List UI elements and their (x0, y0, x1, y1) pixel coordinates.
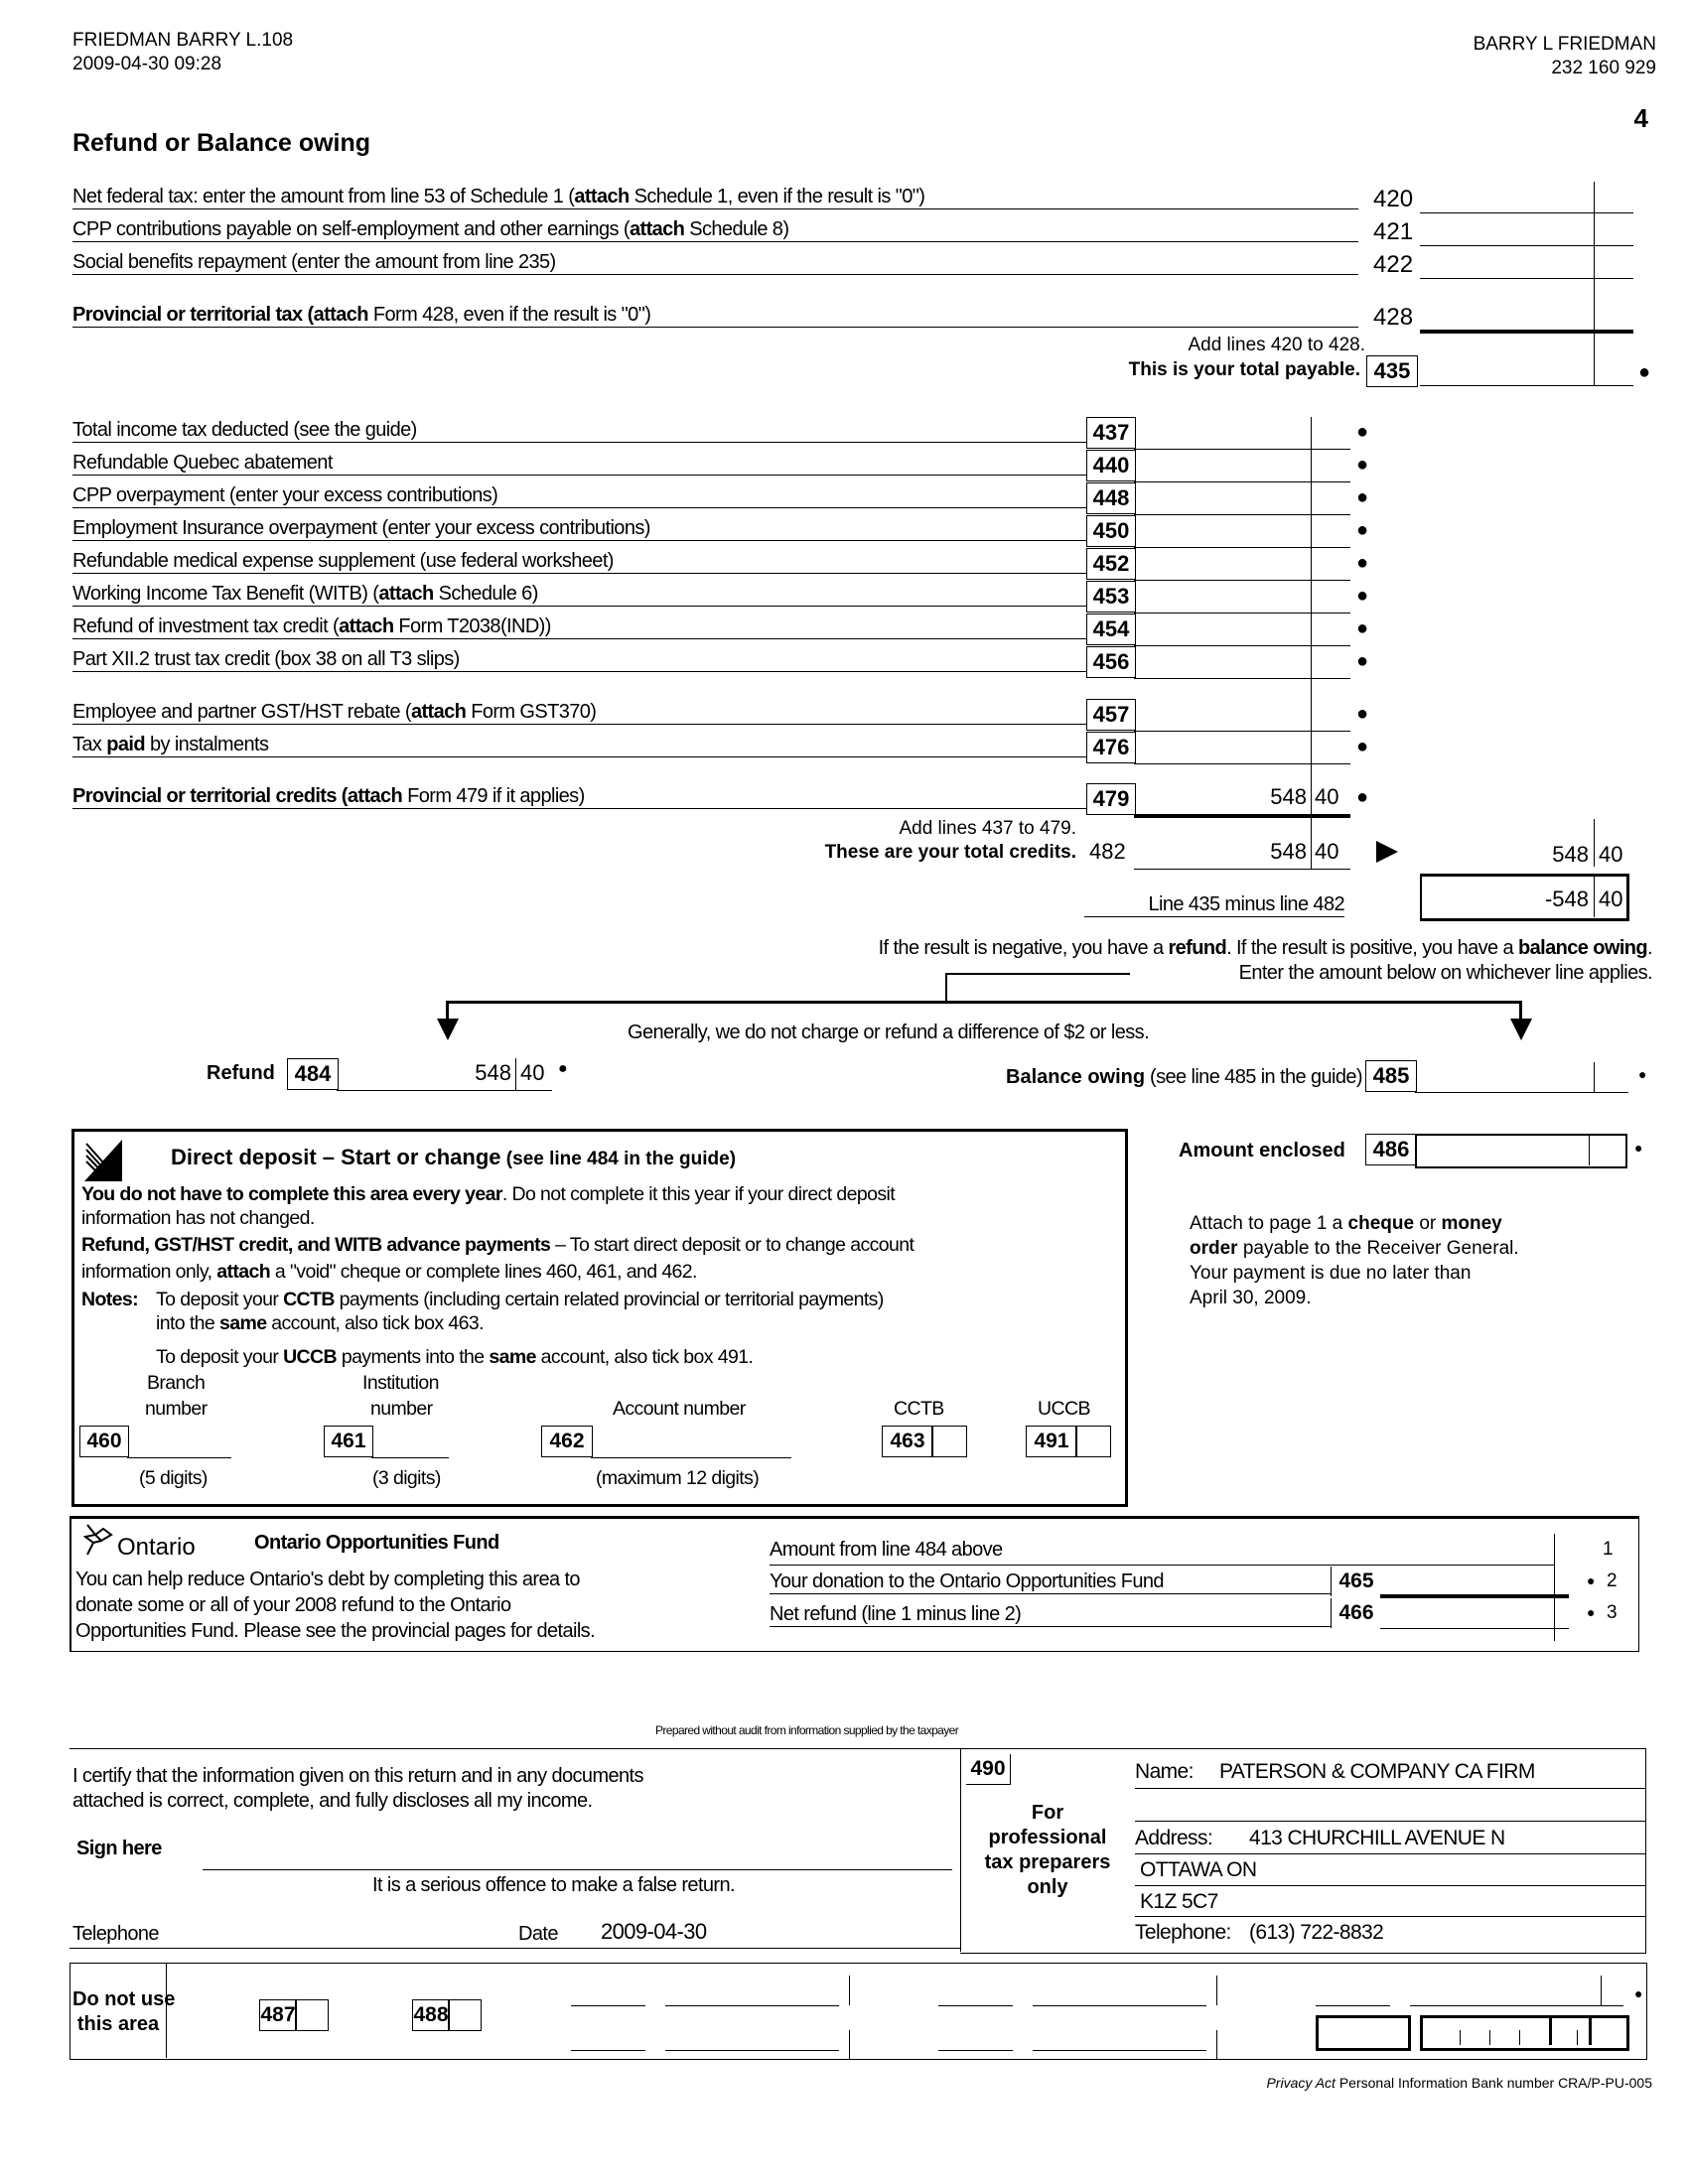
direct-deposit-p1: You do not have to complete this area every year. Do not complete it this year if your direct deposit (81, 1183, 896, 1205)
payment-note-line4: April 30, 2009. (1190, 1288, 1312, 1308)
line-452-field[interactable] (1134, 580, 1350, 581)
bullet-icon: ● (558, 1060, 568, 1077)
preparer-caption-3: tax preparers (984, 1851, 1111, 1873)
amount-enclosed-cents-divider (1589, 1136, 1590, 1165)
bullet-icon: ● (1356, 736, 1369, 757)
preparer-address-line1[interactable]: 413 CHURCHILL AVENUE N (1249, 1827, 1505, 1849)
address-line-rule (1135, 1885, 1645, 1886)
line-484-code: 484 (287, 1058, 339, 1090)
line-479-label: Provincial or territorial credits (attach Form 479 if it applies) (72, 785, 1087, 809)
carried-credits-cents[interactable]: 40 (1599, 842, 1623, 867)
connector-line (446, 1001, 449, 1021)
ontario-line3-number: 3 (1607, 1602, 1618, 1623)
line-485-code: 485 (1365, 1060, 1417, 1092)
office-box (1316, 2015, 1411, 2051)
note-cctb: To deposit your CCTB payments (including certain related provincial or territorial payments) (156, 1289, 884, 1310)
line-465-code: 465 (1331, 1567, 1381, 1596)
bullet-icon: ● (1356, 617, 1369, 639)
difference-cents-divider (1594, 876, 1595, 917)
ontario-line2-label: Your donation to the Ontario Opportunities Fund (770, 1570, 1331, 1594)
bullet-icon: ● (1587, 1604, 1596, 1620)
line-452-label: Refundable medical expense supplement (use federal worksheet) (72, 550, 1087, 574)
line-488-code: 488 (412, 1999, 450, 2031)
bullet-icon: ● (1356, 421, 1369, 443)
line-457-label: Employee and partner GST/HST rebate (attach Form GST370) (72, 701, 1087, 725)
signature-line[interactable] (203, 1869, 952, 1870)
preparer-name-value[interactable]: PATERSON & COMPANY CA FIRM (1219, 1760, 1535, 1783)
date-value[interactable]: 2009-04-30 (601, 1919, 707, 1944)
prepared-note: Prepared without audit from information supplied by the taxpayer (655, 1723, 959, 1737)
branch-label: Branch (147, 1372, 206, 1394)
refund-field (337, 1090, 552, 1091)
file-reference: FRIEDMAN BARRY L.108 (72, 30, 294, 51)
privacy-act-note: Privacy Act Personal Information Bank number CRA/P-PU-005 (1266, 2075, 1652, 2091)
ontario-net-refund-input[interactable] (1380, 1628, 1569, 1629)
line-450-code: 450 (1086, 515, 1136, 547)
note-uccb: To deposit your UCCB payments into the same account, also tick box 491. (156, 1346, 754, 1368)
line-482-field (1134, 869, 1350, 870)
line-479-field (1134, 814, 1350, 818)
office-use-divider (166, 1963, 167, 2058)
address-line-rule (1135, 1916, 1645, 1917)
line-453-field[interactable] (1134, 613, 1350, 614)
line-490-code: 490 (966, 1754, 1011, 1785)
line-456-field[interactable] (1134, 678, 1350, 679)
false-return-warning: It is a serious offence to make a false return. (372, 1874, 735, 1896)
preparer-blank-line (1135, 1821, 1645, 1822)
balance-owing-label: Balance owing (see line 485 in the guide) (1006, 1066, 1362, 1088)
carried-credits-dollars[interactable]: 548 (1552, 842, 1589, 867)
total-credits-label: These are your total credits. (824, 842, 1076, 863)
office-line (1033, 2050, 1206, 2051)
bullet-icon: ● (1356, 650, 1369, 672)
uccb-checkbox[interactable] (1075, 1426, 1111, 1457)
office-tick (1460, 2030, 1461, 2045)
connector-line (446, 1001, 1521, 1004)
small-difference-note: Generally, we do not charge or refund a difference of $2 or less. (628, 1022, 1150, 1043)
office-line (1410, 2005, 1623, 2006)
office-box (1420, 2015, 1629, 2051)
line-461-code: 461 (324, 1426, 373, 1457)
bullet-icon: ● (1356, 486, 1369, 508)
line-487-code: 487 (259, 1999, 297, 2031)
difference-label: Line 435 minus line 482 (1084, 893, 1344, 917)
line-476-label: Tax paid by instalments (72, 734, 1087, 757)
line-482-cents[interactable]: 40 (1315, 839, 1339, 864)
line-420-field[interactable] (1420, 212, 1633, 213)
line-453-label: Working Income Tax Benefit (WITB) (attach Schedule 6) (72, 583, 1087, 607)
direct-deposit-title: Direct deposit – Start or change (see line 484 in the guide) (171, 1145, 737, 1169)
line-435-field[interactable] (1420, 385, 1633, 386)
line-482-dollars[interactable]: 548 (1270, 839, 1307, 864)
line-479-cents[interactable]: 40 (1315, 784, 1339, 809)
office-tick (1519, 2030, 1520, 2045)
preparer-telephone-label: Telephone: (1135, 1921, 1231, 1944)
bullet-icon: ● (1356, 786, 1369, 808)
ontario-divider (1554, 1534, 1555, 1641)
institution-label: Institution (362, 1372, 439, 1394)
office-tick (849, 2030, 850, 2060)
line-422-code: 422 (1373, 251, 1414, 278)
line-482-code: 482 (1089, 839, 1126, 864)
refund-cents[interactable]: 40 (520, 1060, 545, 1085)
office-tick (1549, 2015, 1552, 2045)
line-421-field[interactable] (1420, 245, 1633, 246)
bullet-icon: ● (1638, 1066, 1647, 1082)
line-479-dollars[interactable]: 548 (1270, 784, 1307, 809)
line-466-code: 466 (1331, 1598, 1381, 1628)
line-437-code: 437 (1086, 417, 1136, 449)
institution-label-line2: number (370, 1398, 433, 1420)
line-456-label: Part XII.2 trust tax credit (box 38 on all T3 slips) (72, 648, 1087, 672)
line-437-label: Total income tax deducted (see the guide) (72, 419, 1087, 443)
line-420-label: Net federal tax: enter the amount from line 53 of Schedule 1 (attach Schedule 1, even if the result is "0") (72, 186, 1358, 209)
preparer-name-label: Name: (1135, 1760, 1194, 1783)
line-479-code: 479 (1086, 783, 1136, 815)
ontario-fund-title: Ontario Opportunities Fund (254, 1532, 499, 1554)
address-line-rule (1135, 1853, 1645, 1854)
telephone-label: Telephone (72, 1923, 159, 1945)
bullet-icon: ● (1356, 454, 1369, 476)
office-tick (1216, 2030, 1217, 2060)
arrow-right-icon (1376, 841, 1398, 863)
arrow-down-icon (437, 1019, 459, 1040)
line-454-label: Refund of investment tax credit (attach Form T2038(IND)) (72, 615, 1087, 639)
line-462-code: 462 (541, 1426, 593, 1457)
preparer-address-line3[interactable]: K1Z 5C7 (1140, 1890, 1218, 1913)
connector-line (945, 973, 947, 1003)
line-463-code: 463 (882, 1426, 933, 1457)
office-tick (1589, 2015, 1592, 2045)
line-450-field[interactable] (1134, 547, 1350, 548)
office-tick (849, 1976, 850, 2005)
bullet-icon: ● (1634, 1985, 1643, 2001)
preparer-caption-4: only (1027, 1876, 1068, 1898)
office-box-487 (295, 1999, 329, 2031)
ontario-donation-input[interactable] (1380, 1594, 1569, 1598)
social-insurance-number: 232 160 929 (1551, 58, 1656, 78)
line-448-field[interactable] (1134, 514, 1350, 515)
do-not-use-label-2: this area (76, 2013, 160, 2035)
cctb-checkbox[interactable] (931, 1426, 967, 1457)
line-457-code: 457 (1086, 699, 1136, 731)
result-instruction: If the result is negative, you have a refund. If the result is positive, you have a balance owing. (878, 937, 1652, 959)
note-cctb-line2: into the same account, also tick box 463. (156, 1312, 484, 1334)
preparer-telephone-value[interactable]: (613) 722-8832 (1249, 1921, 1384, 1944)
preparer-caption-2: professional (988, 1827, 1107, 1848)
bullet-icon: ● (1356, 552, 1369, 574)
refund-label: Refund (207, 1062, 275, 1084)
line-428-code: 428 (1373, 304, 1414, 331)
direct-deposit-p1-line2: information has not changed. (81, 1207, 315, 1229)
account-number-input[interactable] (591, 1457, 791, 1458)
bullet-icon: ● (1356, 519, 1369, 541)
line-454-field[interactable] (1134, 645, 1350, 646)
bullet-icon: ● (1587, 1572, 1596, 1588)
office-tick (1577, 2030, 1578, 2045)
do-not-use-label-1: Do not use (72, 1988, 176, 2010)
bullet-icon: ● (1356, 703, 1369, 725)
preparer-caption-1: For (1031, 1802, 1064, 1824)
office-line (571, 2050, 645, 2051)
amount-enclosed-input[interactable] (1415, 1134, 1627, 1168)
line-440-code: 440 (1086, 450, 1136, 481)
institution-hint: (3 digits) (372, 1467, 441, 1489)
account-hint: (maximum 12 digits) (596, 1467, 760, 1489)
balance-owing-field[interactable] (1415, 1092, 1628, 1093)
cert-text-line1: I certify that the information given on this return and in any documents (72, 1765, 643, 1787)
line-437-field[interactable] (1134, 449, 1350, 450)
branch-number-input[interactable] (127, 1457, 231, 1458)
ontario-desc-line1: You can help reduce Ontario's debt by completing this area to (75, 1569, 580, 1590)
office-box-488 (448, 1999, 482, 2031)
office-tick (1216, 1976, 1217, 2005)
line-448-label: CPP overpayment (enter your excess contributions) (72, 484, 1087, 508)
ontario-line2-number: 2 (1607, 1570, 1618, 1591)
line-421-code: 421 (1373, 218, 1414, 245)
sign-here-label: Sign here (76, 1838, 162, 1859)
connector-line (945, 973, 1130, 975)
office-line (1316, 2005, 1390, 2006)
ontario-line1-field[interactable] (770, 1565, 1554, 1566)
office-line (938, 2005, 1013, 2006)
bullet-icon: ● (1638, 361, 1651, 383)
bullet-icon: ● (1356, 585, 1369, 607)
line-476-field[interactable] (1134, 763, 1350, 764)
telephone-line[interactable] (70, 1948, 960, 1949)
difference-cents[interactable]: 40 (1599, 887, 1623, 911)
total-credits-instruction: Add lines 437 to 479. (899, 818, 1076, 839)
office-line (665, 2005, 839, 2006)
ontario-logo-text: Ontario (117, 1534, 196, 1561)
line-486-code: 486 (1365, 1134, 1417, 1165)
payment-note-line3: Your payment is due no later than (1190, 1263, 1472, 1284)
line-450-label: Employment Insurance overpayment (enter your excess contributions) (72, 517, 1087, 541)
line-428-field[interactable] (1420, 330, 1633, 334)
preparer-address-line2[interactable]: OTTAWA ON (1140, 1858, 1257, 1881)
payment-note-line1: Attach to page 1 a cheque or money (1190, 1213, 1502, 1234)
office-line (665, 2050, 839, 2051)
account-number-label: Account number (613, 1398, 746, 1420)
line-456-code: 456 (1086, 646, 1136, 678)
ontario-trillium-icon (81, 1521, 117, 1559)
timestamp: 2009-04-30 09:28 (72, 54, 222, 74)
branch-label-line2: number (145, 1398, 208, 1420)
line-476-code: 476 (1086, 732, 1136, 763)
ontario-line3-label: Net refund (line 1 minus line 2) (770, 1603, 1331, 1627)
carried-cents-divider (1594, 819, 1595, 867)
line-428-label: Provincial or territorial tax (attach Form 428, even if the result is "0") (72, 304, 1358, 328)
date-label: Date (518, 1923, 558, 1945)
credits-cents-divider (1311, 417, 1312, 870)
cert-top-border (70, 1748, 963, 1749)
ontario-line1-number: 1 (1603, 1539, 1614, 1560)
page-number: 4 (1633, 103, 1648, 133)
payment-note-line2: order payable to the Receiver General. (1190, 1238, 1519, 1259)
line-422-label: Social benefits repayment (enter the amount from line 235) (72, 251, 1358, 275)
line-491-code: 491 (1026, 1426, 1077, 1457)
direct-deposit-icon (84, 1140, 122, 1181)
line-454-code: 454 (1086, 614, 1136, 645)
cert-text-line2: attached is correct, complete, and fully discloses all my income. (72, 1790, 593, 1812)
cctb-label: CCTB (894, 1398, 944, 1420)
total-payable-label: This is your total payable. (1128, 359, 1360, 380)
arrow-down-icon (1510, 1019, 1532, 1040)
line-460-code: 460 (79, 1426, 129, 1457)
ontario-desc-line3: Opportunities Fund. Please see the provincial pages for details. (75, 1620, 596, 1642)
bullet-icon: ● (1634, 1140, 1643, 1156)
amount-enclosed-label: Amount enclosed (1179, 1140, 1345, 1161)
ontario-line1-label: Amount from line 484 above (770, 1539, 1003, 1561)
office-line (938, 2050, 1013, 2051)
connector-line (1519, 1001, 1522, 1021)
line-452-code: 452 (1086, 548, 1136, 580)
refund-cents-divider (515, 1058, 516, 1090)
enter-amount-instruction: Enter the amount below on whichever line applies. (1238, 962, 1652, 984)
line-453-code: 453 (1086, 581, 1136, 613)
institution-number-input[interactable] (371, 1457, 449, 1458)
taxpayer-name: BARRY L FRIEDMAN (1473, 34, 1656, 55)
preparer-address-label: Address: (1135, 1827, 1213, 1849)
difference-dollars[interactable]: -548 (1544, 887, 1589, 911)
line-440-field[interactable] (1134, 481, 1350, 482)
line-420-code: 420 (1373, 186, 1414, 212)
refund-dollars[interactable]: 548 (475, 1060, 511, 1085)
office-tick (1489, 2030, 1490, 2045)
preparer-name-line (1135, 1788, 1645, 1789)
balance-cents-divider (1594, 1062, 1595, 1092)
line-421-label: CPP contributions payable on self-employment and other earnings (attach Schedule 8) (72, 218, 1358, 242)
notes-label: Notes: (81, 1289, 139, 1310)
line-448-code: 448 (1086, 482, 1136, 514)
line-457-field[interactable] (1134, 731, 1350, 732)
office-line (571, 2005, 645, 2006)
uccb-label: UCCB (1038, 1398, 1090, 1420)
direct-deposit-p2-line2: information only, attach a "void" cheque or complete lines 460, 461, and 462. (81, 1261, 697, 1283)
office-line (1033, 2005, 1206, 2006)
ontario-desc-line2: donate some or all of your 2008 refund to the Ontario (75, 1594, 511, 1616)
line-435-code: 435 (1366, 355, 1418, 387)
line-422-field[interactable] (1420, 278, 1633, 279)
branch-hint: (5 digits) (139, 1467, 208, 1489)
direct-deposit-p2: Refund, GST/HST credit, and WITB advance payments – To start direct deposit or to change account (81, 1234, 914, 1256)
office-tick (1601, 1976, 1602, 2005)
line-440-label: Refundable Quebec abatement (72, 452, 1087, 476)
total-payable-instruction: Add lines 420 to 428. (1188, 335, 1365, 355)
page-title: Refund or Balance owing (72, 129, 371, 157)
